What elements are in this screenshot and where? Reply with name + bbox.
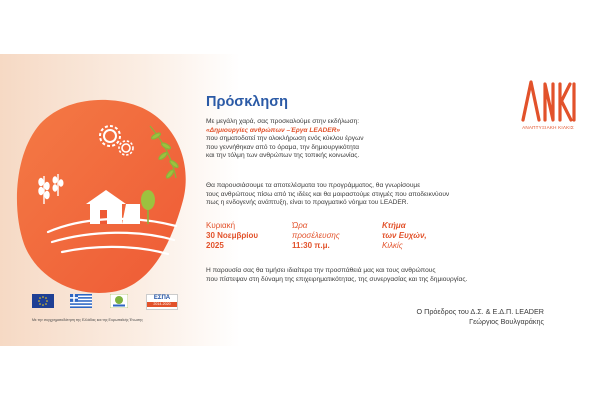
event-venue (382, 221, 427, 251)
intro-paragraph (206, 118, 502, 161)
funding-badges (32, 294, 182, 312)
event-name: «Δημιουργίες ανθρώπων –Έργα LEADER» (206, 126, 341, 134)
intro-line: και την τόλμη των ανθρώπων της τοπικής κοινωνίας. (206, 152, 360, 159)
time-label: Ώρα (292, 221, 308, 230)
event-time-value: 11:30 π.μ. (292, 241, 330, 250)
anki-logo (508, 76, 588, 146)
closing-paragraph (206, 267, 516, 284)
event-date-value: 30 Νοεμβρίου (206, 231, 259, 240)
invitation-card (0, 54, 600, 346)
intro-line: που γεννήθηκαν από το όραμα, την δημιουργικότητα (206, 143, 360, 151)
greek-flag-icon (70, 294, 92, 308)
espa-logo-label: ΕΣΠΑ (153, 295, 171, 301)
event-time (292, 221, 340, 251)
venue-city: Κιλκίς (382, 241, 403, 250)
closing-line: Η παρουσία σας θα τιμήσει ιδιαίτερα την προσπάθειά μας και τους ανθρώπους (206, 267, 436, 274)
leader-logo-icon (110, 294, 128, 308)
event-year: 2025 (206, 241, 224, 250)
event-details (206, 221, 506, 261)
funding-section (32, 294, 182, 330)
invitation-content (206, 54, 506, 346)
venue-name: Κτήμα (382, 221, 406, 230)
program-line: Θα παρουσιάσουμε τα αποτελέσματα του προγράμματος, θα γνωρίσουμε (206, 182, 421, 189)
anki-logo-mark-icon (520, 76, 576, 124)
espa-logo-badge (146, 294, 178, 310)
funding-caption: Με την συγχρηματοδότηση της Ελλάδας και της Ευρωπαϊκής Ένωσης (32, 318, 143, 322)
closing-line: που πίστεψαν στη δύναμη της επιχειρηματικότητας, της συνεργασίας και της δημιουργίας. (206, 275, 468, 283)
signature-name: Γεώργιος Βουλγαράκης (469, 317, 544, 326)
invitation-title: Πρόσκληση (206, 94, 289, 110)
time-label: προσέλευσης (292, 231, 340, 240)
eu-flag-icon (32, 294, 54, 308)
program-line: τους ανθρώπους πίσω από τις ιδέες και θα μοιραστούμε στιγμές που αποδεικνύουν (206, 190, 450, 198)
event-date (206, 221, 258, 251)
event-day: Κυριακή (206, 221, 236, 230)
program-line: πως η ενδογενής ανάπτυξη, είναι το πραγματικό νόημα του LEADER. (206, 199, 409, 206)
signature-role: Ο Πρόεδρος του Δ.Σ. & Ε.Δ.Π. LEADER (416, 307, 544, 316)
logo-caption: ΑΝΑΠΤΥΞΙΑΚΗ ΚΙΛΚΙΣ (522, 125, 574, 130)
signature (417, 307, 544, 327)
venue-name: των Ευχών, (382, 231, 427, 240)
program-paragraph (206, 182, 502, 208)
intro-line: Με μεγάλη χαρά, σας προσκαλούμε στην εκδήλωση: (206, 118, 360, 125)
intro-line: που σηματοδοτεί την ολοκλήρωση ενός κύκλου έργων (206, 135, 364, 142)
espa-logo-years: 2014-2020 (147, 302, 177, 307)
